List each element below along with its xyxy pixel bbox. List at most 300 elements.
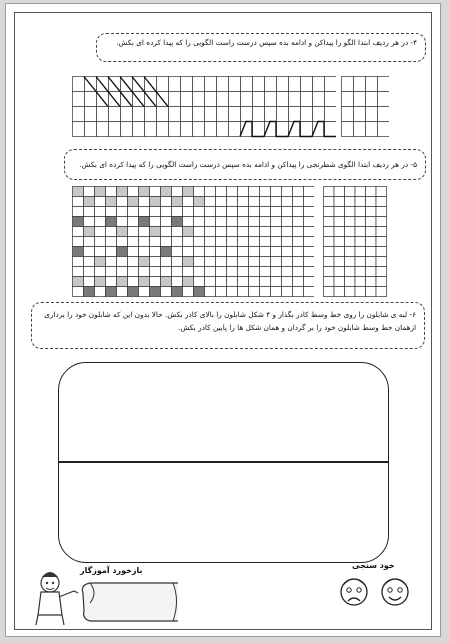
grid-cell <box>172 257 183 267</box>
grid-cell <box>157 77 169 92</box>
grid-cell <box>84 217 95 227</box>
grid-cell <box>128 267 139 277</box>
grid-cell <box>301 92 313 107</box>
grid-cell <box>342 107 354 122</box>
grid-cell <box>169 107 181 122</box>
grid-cell <box>265 77 277 92</box>
grid-cell <box>139 237 150 247</box>
grid-cell <box>145 107 157 122</box>
grid-cell <box>117 217 128 227</box>
grid-cell <box>355 197 366 207</box>
grid-cell <box>227 277 238 287</box>
grid-cell <box>73 237 84 247</box>
grid-cell <box>334 267 345 277</box>
grid-cell <box>238 227 249 237</box>
grid-cell <box>150 207 161 217</box>
grid-cell <box>271 227 282 237</box>
grid-cell <box>366 237 377 247</box>
grid-cell <box>161 197 172 207</box>
grid-cell <box>260 237 271 247</box>
grid-cell <box>238 267 249 277</box>
grid-cell <box>304 187 315 197</box>
grid-cell <box>376 247 387 257</box>
grid-cell <box>95 217 106 227</box>
grid-cell <box>376 277 387 287</box>
grid-cell <box>324 227 335 237</box>
grid-cell <box>238 247 249 257</box>
grid-cell <box>169 77 181 92</box>
grid-cell <box>345 217 356 227</box>
grid-cell <box>181 122 193 137</box>
grid-cell <box>304 287 315 297</box>
grid-cell <box>313 77 325 92</box>
grid-cell <box>205 107 217 122</box>
grid-cell <box>229 92 241 107</box>
grid-cell <box>313 92 325 107</box>
grid-cell <box>282 287 293 297</box>
grid-cell <box>282 247 293 257</box>
grid-cell <box>345 207 356 217</box>
grid-cell <box>378 107 390 122</box>
grid-cell <box>293 187 304 197</box>
grid-cell <box>282 227 293 237</box>
grid-cell <box>73 287 84 297</box>
grid-cell <box>354 122 366 137</box>
grid-cell <box>216 197 227 207</box>
grid-cell <box>183 257 194 267</box>
grid-cell <box>253 92 265 107</box>
grid-cell <box>277 107 289 122</box>
grid-cell <box>205 257 216 267</box>
pattern-grid-4-right <box>341 76 389 138</box>
grid-cell <box>282 207 293 217</box>
grid-cell <box>139 207 150 217</box>
grid-cell <box>293 247 304 257</box>
grid-cell <box>161 227 172 237</box>
grid-cell <box>366 197 377 207</box>
grid-cell <box>216 187 227 197</box>
grid-cell <box>161 267 172 277</box>
grid-cell <box>293 267 304 277</box>
grid-cell <box>95 277 106 287</box>
grid-cell <box>194 237 205 247</box>
grid-cell <box>161 287 172 297</box>
grid-cell <box>271 237 282 247</box>
question-4-box <box>96 33 426 62</box>
grid-cell <box>260 277 271 287</box>
grid-cell <box>95 247 106 257</box>
grid-cell <box>376 217 387 227</box>
grid-cell <box>304 227 315 237</box>
grid-cell <box>227 187 238 197</box>
grid-cell <box>238 207 249 217</box>
grid-cell <box>139 227 150 237</box>
grid-cell <box>325 107 337 122</box>
grid-cell <box>106 277 117 287</box>
grid-cell <box>121 107 133 122</box>
grid-cell <box>84 207 95 217</box>
grid-cell <box>183 247 194 257</box>
grid-cell <box>260 247 271 257</box>
grid-cell <box>342 77 354 92</box>
grid-cell <box>293 197 304 207</box>
grid-cell <box>106 257 117 267</box>
grid-cell <box>117 267 128 277</box>
grid-cell <box>253 122 265 137</box>
grid-cell <box>325 92 337 107</box>
grid-cell <box>205 122 217 137</box>
grid-cell <box>376 237 387 247</box>
grid-cell <box>271 187 282 197</box>
grid-cell <box>289 92 301 107</box>
grid-cell <box>128 277 139 287</box>
grid-cell <box>84 267 95 277</box>
grid-cell <box>205 267 216 277</box>
grid-cell <box>106 237 117 247</box>
grid-cell <box>183 217 194 227</box>
grid-cell <box>194 197 205 207</box>
grid-cell <box>324 207 335 217</box>
grid-cell <box>249 197 260 207</box>
grid-cell <box>355 247 366 257</box>
grid-cell <box>205 77 217 92</box>
grid-cell <box>172 187 183 197</box>
grid-cell <box>73 107 85 122</box>
grid-cell <box>229 77 241 92</box>
grid-cell <box>334 257 345 267</box>
grid-cell <box>128 217 139 227</box>
grid-cell <box>85 122 97 137</box>
grid-cell <box>334 237 345 247</box>
grid-cell <box>73 207 84 217</box>
grid-cell <box>217 77 229 92</box>
grid-cell <box>253 77 265 92</box>
grid-cell <box>117 257 128 267</box>
grid-cell <box>95 197 106 207</box>
grid-cell <box>325 77 337 92</box>
grid-cell <box>354 77 366 92</box>
grid-cell <box>194 267 205 277</box>
grid-cell <box>172 217 183 227</box>
grid-cell <box>183 287 194 297</box>
pattern-grid-4-left <box>72 76 336 138</box>
grid-cell <box>324 187 335 197</box>
grid-cell <box>73 257 84 267</box>
grid-cell <box>85 107 97 122</box>
grid-cell <box>366 267 377 277</box>
grid-cell <box>117 287 128 297</box>
question-6-box <box>31 302 425 349</box>
grid-cell <box>334 247 345 257</box>
grid-cell <box>95 287 106 297</box>
grid-cell <box>133 107 145 122</box>
grid-cell <box>249 217 260 227</box>
grid-cell <box>194 187 205 197</box>
grid-cell <box>128 187 139 197</box>
grid-cell <box>301 107 313 122</box>
grid-cell <box>193 122 205 137</box>
grid-cell <box>238 257 249 267</box>
grid-cell <box>366 257 377 267</box>
grid-cell <box>217 107 229 122</box>
grid-cell <box>366 207 377 217</box>
grid-cell <box>355 277 366 287</box>
grid-cell <box>304 257 315 267</box>
grid-cell <box>324 197 335 207</box>
grid-cell <box>354 107 366 122</box>
grid-cell <box>217 122 229 137</box>
grid-cell <box>216 287 227 297</box>
grid-cell <box>150 287 161 297</box>
grid-cell <box>84 247 95 257</box>
grid-cell <box>334 227 345 237</box>
grid-cell <box>193 92 205 107</box>
grid-cell <box>334 217 345 227</box>
grid-cell <box>73 277 84 287</box>
grid-cell <box>194 277 205 287</box>
grid-cell <box>227 287 238 297</box>
grid-cell <box>205 207 216 217</box>
grid-cell <box>183 267 194 277</box>
grid-cell <box>161 277 172 287</box>
grid-cell <box>271 267 282 277</box>
grid-cell <box>183 277 194 287</box>
grid-cell <box>265 92 277 107</box>
grid-cell <box>271 287 282 297</box>
grid-cell <box>277 122 289 137</box>
grid-cell <box>260 197 271 207</box>
grid-cell <box>95 227 106 237</box>
grid-cell <box>128 257 139 267</box>
grid-cell <box>139 197 150 207</box>
grid-cell <box>282 237 293 247</box>
grid-cell <box>227 217 238 227</box>
grid-cell <box>293 257 304 267</box>
grid-cell <box>366 122 378 137</box>
grid-cell <box>355 237 366 247</box>
grid-cell <box>161 207 172 217</box>
grid-cell <box>265 107 277 122</box>
grid-cell <box>277 92 289 107</box>
self-assessment-label: خود سنجی <box>352 561 395 570</box>
grid-cell <box>355 207 366 217</box>
grid-cell <box>172 277 183 287</box>
grid-cell <box>366 77 378 92</box>
grid-cell <box>181 107 193 122</box>
grid-cell <box>289 77 301 92</box>
question-5-text: ۵- در هر ردیف ابتدا الگوی شطرنجی را پیداکن و ادامه بده سپس درست راست الگویی را که پیدا کرده ای بکش. <box>79 160 417 169</box>
grid-cell <box>282 257 293 267</box>
grid-cell <box>150 257 161 267</box>
grid-cell <box>205 92 217 107</box>
grid-cell <box>95 187 106 197</box>
teacher-cartoon-icon <box>28 563 178 627</box>
grid-cell <box>249 207 260 217</box>
grid-cell <box>84 277 95 287</box>
grid-cell <box>260 187 271 197</box>
grid-cell <box>109 107 121 122</box>
grid-cell <box>354 92 366 107</box>
grid-cell <box>345 277 356 287</box>
grid-cell <box>172 267 183 277</box>
grid-cell <box>172 197 183 207</box>
grid-cell <box>161 237 172 247</box>
grid-cell <box>106 267 117 277</box>
grid-cell <box>106 217 117 227</box>
grid-cell <box>161 257 172 267</box>
grid-cell <box>85 92 97 107</box>
grid-cell <box>84 227 95 237</box>
grid-cell <box>193 107 205 122</box>
grid-cell <box>304 217 315 227</box>
grid-cell <box>73 197 84 207</box>
grid-cell <box>355 267 366 277</box>
grid-cell <box>376 227 387 237</box>
grid-cell <box>378 92 390 107</box>
grid-cell <box>227 227 238 237</box>
grid-cell <box>205 277 216 287</box>
grid-cell <box>366 227 377 237</box>
grid-cell <box>161 187 172 197</box>
question-6-text: ۶- لبه ی شابلون را روی خط وسط کادر بگذار و ۴ شکل شابلون را بالای کادر بکش. حالا بدون این که شابلون خود را برداری ازهمان خط وسط شابلون خود را بر گردان و همان شکل ها را پایین کادر بکش. <box>44 310 416 332</box>
grid-cell <box>324 267 335 277</box>
grid-cell <box>150 237 161 247</box>
grid-cell <box>95 257 106 267</box>
grid-cell <box>117 237 128 247</box>
grid-cell <box>183 227 194 237</box>
grid-cell <box>194 287 205 297</box>
grid-cell <box>304 267 315 277</box>
grid-cell <box>355 227 366 237</box>
grid-cell <box>194 257 205 267</box>
grid-cell <box>355 257 366 267</box>
grid-cell <box>205 187 216 197</box>
grid-cell <box>194 247 205 257</box>
grid-cell <box>366 217 377 227</box>
grid-cell <box>229 122 241 137</box>
grid-cell <box>172 207 183 217</box>
grid-cell <box>260 257 271 267</box>
grid-cell <box>282 267 293 277</box>
grid-cell <box>205 287 216 297</box>
grid-cell <box>293 217 304 227</box>
grid-cell <box>282 217 293 227</box>
grid-cell <box>260 227 271 237</box>
grid-cell <box>260 217 271 227</box>
drawing-frame[interactable] <box>58 362 389 563</box>
grid-cell <box>150 187 161 197</box>
grid-cell <box>181 92 193 107</box>
grid-cell <box>172 237 183 247</box>
grid-cell <box>277 77 289 92</box>
grid-cell <box>227 237 238 247</box>
grid-cell <box>376 257 387 267</box>
grid-cell <box>109 122 121 137</box>
grid-cell <box>378 122 390 137</box>
grid-cell <box>238 187 249 197</box>
grid-cell <box>301 77 313 92</box>
grid-cell <box>260 207 271 217</box>
grid-cell <box>205 247 216 257</box>
grid-cell <box>334 277 345 287</box>
teacher-feedback-label: بازخورد آموزگار <box>80 566 143 575</box>
grid-cell <box>106 197 117 207</box>
grid-cell <box>73 217 84 227</box>
grid-cell <box>376 207 387 217</box>
question-5-box <box>64 149 426 180</box>
grid-cell <box>324 257 335 267</box>
grid-cell <box>293 227 304 237</box>
grid-cell <box>260 287 271 297</box>
grid-cell <box>84 197 95 207</box>
grid-cell <box>334 187 345 197</box>
grid-cell <box>293 237 304 247</box>
grid-cell <box>106 247 117 257</box>
grid-cell <box>169 92 181 107</box>
grid-cell <box>117 207 128 217</box>
grid-cell <box>216 247 227 257</box>
grid-cell <box>313 107 325 122</box>
grid-cell <box>227 247 238 257</box>
grid-cell <box>205 217 216 227</box>
grid-cell <box>161 217 172 227</box>
happy-face-icon <box>380 575 410 609</box>
grid-cell <box>121 122 133 137</box>
grid-cell <box>172 247 183 257</box>
grid-cell <box>366 92 378 107</box>
grid-cell <box>139 287 150 297</box>
grid-cell <box>324 217 335 227</box>
grid-cell <box>139 267 150 277</box>
grid-cell <box>345 267 356 277</box>
grid-cell <box>304 277 315 287</box>
grid-cell <box>301 122 313 137</box>
grid-cell <box>97 107 109 122</box>
grid-cell <box>157 107 169 122</box>
grid-cell <box>106 287 117 297</box>
grid-cell <box>271 197 282 207</box>
grid-cell <box>366 187 377 197</box>
grid-cell <box>73 267 84 277</box>
grid-cell <box>304 197 315 207</box>
grid-cell <box>249 257 260 267</box>
grid-cell <box>205 197 216 207</box>
grid-cell <box>366 107 378 122</box>
grid-cell <box>95 267 106 277</box>
grid-cell <box>342 122 354 137</box>
grid-cell <box>73 187 84 197</box>
grid-cell <box>128 197 139 207</box>
grid-cell <box>271 277 282 287</box>
grid-cell <box>139 247 150 257</box>
grid-cell <box>216 227 227 237</box>
grid-cell <box>106 207 117 217</box>
grid-cell <box>304 237 315 247</box>
grid-cell <box>366 287 377 297</box>
grid-cell <box>227 267 238 277</box>
grid-cell <box>334 287 345 297</box>
grid-cell <box>345 257 356 267</box>
grid-cell <box>172 287 183 297</box>
grid-cell <box>117 247 128 257</box>
grid-cell <box>238 237 249 247</box>
grid-cell <box>128 287 139 297</box>
grid-cell <box>249 187 260 197</box>
grid-cell <box>194 207 205 217</box>
grid-cell <box>249 237 260 247</box>
grid-cell <box>324 247 335 257</box>
grid-cell <box>205 237 216 247</box>
